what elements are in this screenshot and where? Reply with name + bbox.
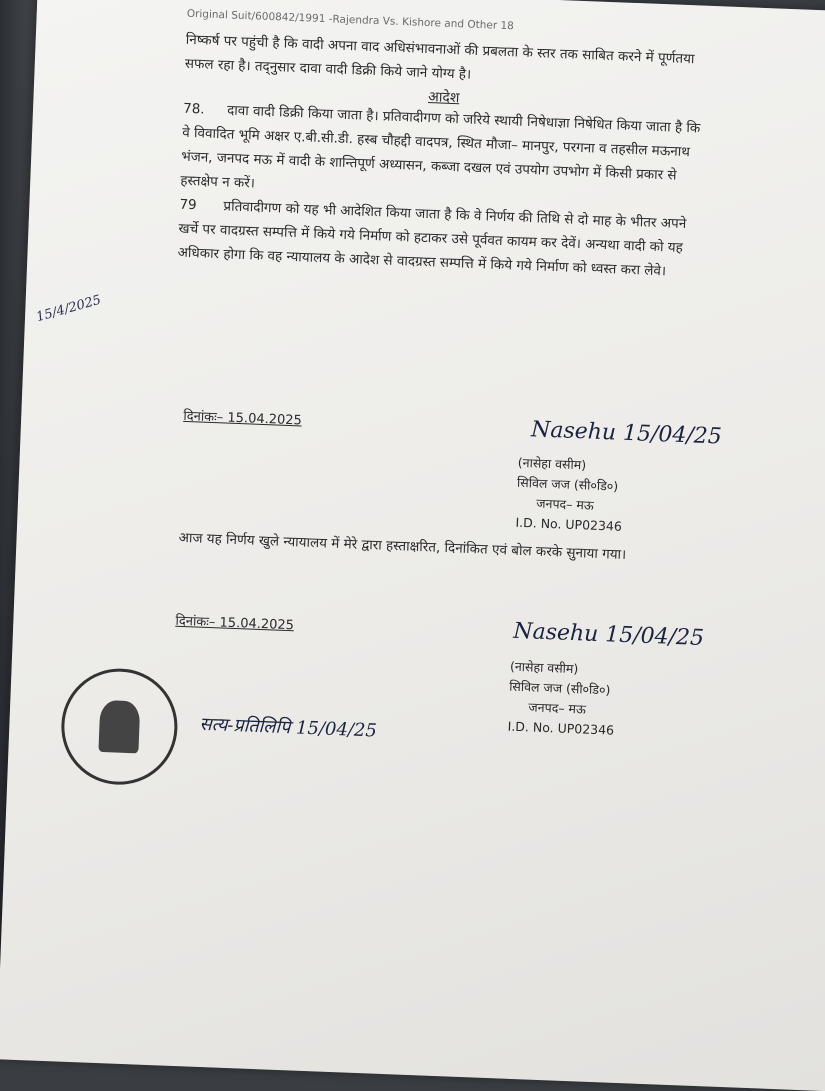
court-seal	[59, 666, 179, 786]
pronouncement: आज यह निर्णय खुले न्यायालय में मेरे द्वारा हस्ताक्षरित, दिनांकित एवं बोल करके सुनाया गया।	[178, 529, 627, 563]
paragraph-79: 79 प्रतिवादीगण को यह भी आदेशित किया जाता है कि वे निर्णय की तिथि से दो माह के भीतर अपने खर्चे पर वादग्रस्त सम्पत्ति में किये गये निर्माण को हटाकर उसे पूर्ववत कायम कर देवें। अन्यथा वादी को यह अधिकार होगा कि वह न्यायालय के आदेश से वादग्रस्त सम्पत्ति में किये गये निर्माण को ध्वस्त करा लेवे।	[177, 196, 687, 280]
national-emblem-icon	[98, 700, 140, 753]
intro-paragraph: निष्कर्ष पर पहुंची है कि वादी अपना वाद अधिसंभावनाओं की प्रबलता के स्तर तक साबित करने में पूर्णतया सफल रहा है। तद्नुसार दावा वादी डिक्री किये जाने योग्य है।	[184, 31, 695, 83]
certified-copy-stamp: सत्य-प्रतिलिपि 15/04/25	[199, 713, 378, 742]
date-2: दिनांकः– 15.04.2025	[175, 613, 295, 634]
judge-block-1: (नासेहा वसीम) सिविल जज (सी०डि०) जनपद– मऊ I.D. No. UP02346	[515, 454, 623, 534]
signature-2: Nasehu 15/04/25	[512, 618, 705, 652]
signature-1: Nasehu 15/04/25	[530, 417, 723, 450]
date-1: दिनांकः– 15.04.2025	[183, 408, 303, 429]
margin-note: 15/4/2025	[34, 292, 103, 326]
order-heading: आदेश	[427, 89, 460, 107]
paragraph-78: 78. दावा वादी डिक्री किया जाता है। प्रतिवादीगण को जरिये स्थायी निषेधाज्ञा निषेधित किया जाता है कि वे विवादित भूमि अक्षर ए.बी.सी.डी. हस्ब चौहद्दी वादपत्र, स्थित मौजा– मानपुर, परगना व तहसील मऊनाथ भंजन, जनपद मऊ में वादी के शान्तिपूर्ण अध्यासन, कब्जा दखल एवं उपयोग उपभोग में किसी प्रकार से हस्तक्षेप न करें।	[180, 100, 701, 192]
case-header: Original Suit/600842/1991 -Rajendra Vs. Kishore and Other 18	[186, 7, 515, 33]
judge-block-2: (नासेहा वसीम) सिविल जज (सी०डि०) जनपद– मऊ I.D. No. UP02346	[507, 658, 615, 738]
